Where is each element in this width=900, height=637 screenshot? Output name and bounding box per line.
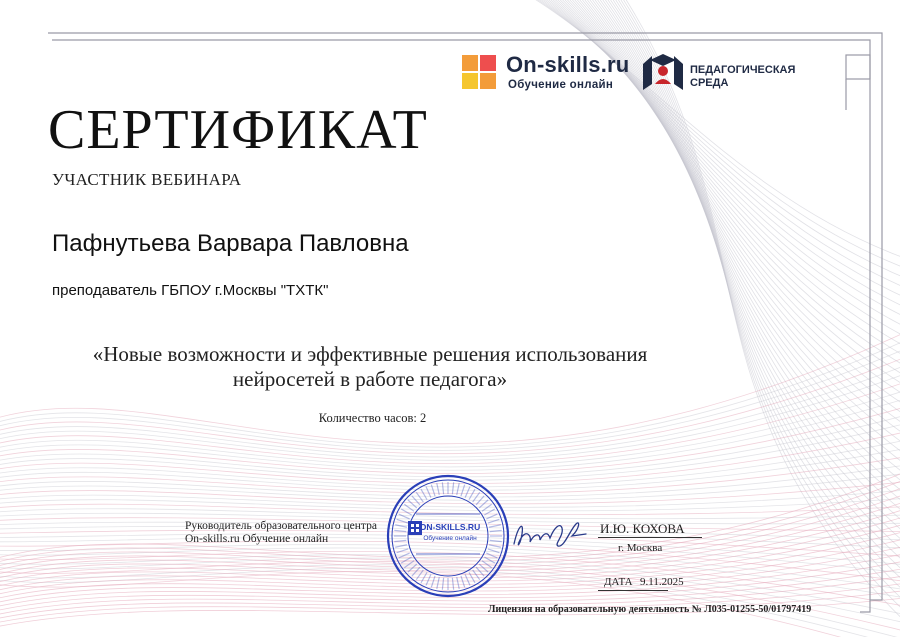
signature-line	[598, 537, 702, 538]
certificate-subtitle: УЧАСТНИК ВЕБИНАРА	[52, 170, 242, 189]
hours-count: Количество часов: 2	[318, 411, 427, 425]
onskills-logo-tagline: Обучение онлайн	[508, 79, 614, 91]
pedagogical-logo-line1: ПЕДАГОГИЧЕСКАЯ	[690, 64, 796, 76]
pedagogical-logo	[640, 50, 800, 94]
stamp-title: ON-SKILLS.RU	[419, 522, 481, 532]
webinar-topic-line1: «Новые возможности и эффективные решения использования	[92, 342, 648, 366]
official-stamp	[386, 474, 510, 598]
city: г. Москва	[618, 542, 663, 554]
license-text: Лицензия на образовательную деятельность № Л035-01255-50/01797419	[488, 604, 812, 615]
onskills-logo	[462, 52, 642, 94]
signer-role-line2: On-skills.ru Обучение онлайн	[185, 533, 329, 545]
certificate-title: СЕРТИФИКАТ	[48, 99, 428, 161]
signer-role-line1: Руководитель образовательного центра	[185, 520, 377, 532]
recipient-position: преподаватель ГБПОУ г.Москвы "ТХТК"	[52, 282, 329, 299]
signer-name: И.Ю. КОХОВА	[600, 521, 685, 536]
pedagogical-logo-line2: СРЕДА	[690, 77, 729, 89]
graduate-cap-icon	[640, 50, 686, 94]
date-label: ДАТА	[604, 576, 633, 588]
stamp-subtitle: Обучение онлайн	[423, 535, 477, 542]
onskills-logo-name: On-skills.ru	[506, 52, 630, 77]
date-underline	[598, 590, 668, 591]
webinar-topic-line2: нейросетей в работе педагога»	[232, 367, 508, 391]
signer-role	[185, 520, 377, 546]
webinar-topic	[40, 342, 700, 392]
date-value: 9.11.2025	[640, 576, 684, 588]
recipient-name: Пафнутьева Варвара Павловна	[52, 230, 409, 257]
handwritten-signature	[510, 514, 592, 554]
